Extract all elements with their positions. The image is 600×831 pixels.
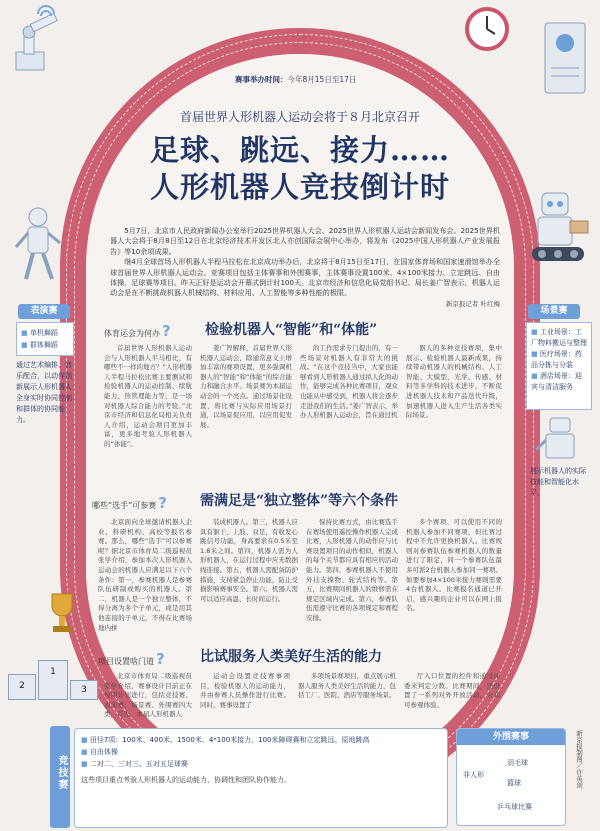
robot-arm-icon bbox=[8, 6, 70, 76]
server-rack-icon bbox=[535, 18, 595, 98]
peripheral-item: 非人形 bbox=[463, 771, 484, 779]
performance-item: ■ 单机舞蹈 bbox=[21, 327, 69, 339]
section1-column bbox=[300, 344, 398, 482]
podium-first: 1 bbox=[38, 660, 68, 700]
peripheral-title: 外围赛事 bbox=[457, 729, 565, 745]
scene-item: ■ 酒店场景：迎宾与清洁服务 bbox=[531, 371, 587, 393]
service-robot-icon bbox=[530, 414, 590, 464]
section3-question bbox=[98, 650, 165, 668]
scene-item: ■ 工业场景：工厂物料搬运与整理 bbox=[531, 327, 587, 349]
tab-performance: 表演赛 bbox=[18, 304, 70, 319]
section3-column bbox=[200, 672, 290, 720]
section1-question-text: 体育运会为何办 bbox=[104, 329, 160, 338]
section3-column bbox=[298, 672, 396, 720]
section2-column bbox=[98, 518, 192, 632]
schedule-value: 今年8月15日至17日 bbox=[287, 75, 357, 84]
competitive-item: ■ 自由体操 bbox=[81, 746, 441, 758]
section3-col-text: 多项场景赛项目，重点展示机器人服务人类美好生活的能力，包括工厂、医院、酒店等服务场景。 bbox=[298, 672, 396, 700]
peripheral-item: 羽毛球 bbox=[507, 759, 528, 767]
byline: 新京报记者 叶红梅 bbox=[445, 299, 500, 308]
performance-items-box bbox=[16, 322, 74, 356]
section1-column bbox=[406, 344, 502, 482]
section2-col-text: 北京面向全球邀请机器人企业、科研机构、高校等报名参赛。那么，哪些“选手”可以参赛呢？据北京市体育局二级巡视员张学介绍，参加本次人形机器人运动会的机器人应满足以下六个条件：第一，参赛机器人是参赛队伍研制或购买的机器人。第二，机器人是一个独立整体，不得分离为多个子单元，或是用其他连接的子单元，不得在比赛场地内拼 bbox=[98, 518, 192, 632]
trophy-icon bbox=[42, 590, 82, 640]
section2-question bbox=[92, 494, 167, 512]
humanoid-robot-icon bbox=[8, 205, 70, 285]
subtitle: 首届世界人形机器人运动会将于８月北京召开 bbox=[179, 110, 420, 124]
section3-col-text: 运动会设置竞技赛事项目，检验机器人的运动能力，并由参赛人员操作进行比赛。同时，赛事设置了 bbox=[200, 672, 290, 709]
section3-column bbox=[104, 672, 192, 720]
section2-col-text: 保持比赛方式，由比赛选手在赛场使用遥控操作机器人完成比赛，人形机器人的动作应与比赛设置项目的动作相似，机器人的每个关节都应具有相应的活动能力。第四，参赛机器人不使用外挂支撑物、轮式结构等。第五，比赛期间机器人的维修需在规定区域内完成。第六，参赛队伍需遵守比赛的各项规定和赛程安排。 bbox=[306, 518, 398, 622]
question-mark-icon: ? bbox=[156, 650, 165, 668]
section3-title: 比试服务人类美好生活的能力 bbox=[200, 649, 382, 665]
section3-col-text: 北京市体育局二级巡视员张学介绍，赛事设计目前正在按照计划进行，包括竞技赛、表演赛、场景赛、外围赛四大类，首先，本届人形机器人 bbox=[104, 672, 192, 719]
section2-column bbox=[406, 518, 502, 622]
section1-title: 检验机器人“智能”和“体能” bbox=[205, 322, 378, 338]
competitive-description: 这些项目重点考验人形机器人的运动能力、协调性和团队协作能力。 bbox=[81, 776, 291, 784]
section1-col-text: 的工作需求专门提出的，有一些场景对机器人有非常大的挑战。“在这个竞技当中，大家也能够看到人形机器人通过拟人化的动作，能够完成各种比赛项目，观众也能从中感受到，机器人将会逐步走进我们的生活。”姜广智表示，举办人形机器人运动会，旨在通过机 bbox=[300, 344, 398, 420]
competitive-item: ■ 田径7项：100米、400米、1500米、4*100米接力、100米障碍赛和立定跳远、原地跳高 bbox=[81, 734, 441, 746]
tab-scene: 场景赛 bbox=[528, 304, 580, 319]
graphic-credit: 新京报制图／许英剑 bbox=[575, 730, 583, 789]
scene-description: 展示机器人的实际技能和智能化水平。 bbox=[530, 467, 586, 497]
question-mark-icon: ? bbox=[158, 494, 167, 512]
podium-second: 2 bbox=[8, 674, 36, 700]
performance-item: ■ 群体舞蹈 bbox=[21, 339, 69, 351]
podium-third: 3 bbox=[70, 680, 98, 700]
section1-col-text: 首届世界人形机器人运动会与人形机器人半马相比，有哪些不一样的地方？“人形机器人半程马拉松比赛主要测试和检验机器人的运动控制、续航能力、热管理能力等，是一场对机器人综合能力的考验。”北京市经济和信息化局相关负责人介绍，运动会项目更加丰富，更多地考验人形机器人的“体能”。 bbox=[104, 344, 192, 448]
podium bbox=[8, 660, 98, 700]
section2-col-text: 装成机器人。第三，机器人应具有躯干、上肢、双足，有收发心跳信号功能，身高要求在0.5米至1.8米之间。第四，机器人需为人形机器人，在运行过程中应无数据线连接。第五，机器人需配备防护措施，支持紧急停止功能，防止受损影响赛事安全。第六，机器人需可以适应高温、长时间运行。 bbox=[200, 518, 298, 603]
competitive-label: 竞技赛 bbox=[56, 755, 67, 791]
section2-col-text: 多个赛项，可以使用不同的机器人参加不同赛项，但比赛过程中不允许更换机器人。比赛规则对参赛队伍参赛机器人的数量进行了限定，同一个参赛队伍最多可派2台机器人参加同一赛项。如要参加4×100米接力赛则需要4台机器人。比赛报名通道已开启，感兴趣的企业可以在网上报名。 bbox=[406, 518, 502, 613]
section1-question bbox=[104, 322, 171, 340]
clock-icon bbox=[462, 4, 512, 54]
section1-column bbox=[200, 344, 292, 482]
lead-paragraph: 5月7日，北京市人民政府新闻办公室举行2025世界机器人大会、2025世界人形机器人运动会新闻发布会。2025世界机器人大会将于8月8日至12日在北京经济技术开发区北人亦创国际会展中心举办，将发布《2025中国人形机器人产业发展报告》等10余项成果。 bbox=[110, 226, 500, 256]
section1-col-text: 器人的多种竞技赛项，集中展示、检验机器人最新成果，持续带动机器人的机械结构、人工智能、大模型、光学、传感、材料等多学科的技术进步，不断促进机器人技术和产品迭代升级，加速机器人进入生产生活各类实际场景。 bbox=[406, 344, 502, 420]
competitive-item: ■ 二对二、三对三、五对五足球赛 bbox=[81, 758, 441, 770]
lead-article bbox=[110, 226, 500, 309]
performance-description: 通过艺术编排、音乐配合，以动作创新展示人形机器人全身实时协同控制和群体的协同能力。 bbox=[16, 361, 72, 424]
section2-title: 需满足是“独立整体”等六个条件 bbox=[200, 493, 399, 509]
section3-question-text: 项目设置啥门道 bbox=[98, 657, 154, 666]
scene-items-box bbox=[526, 322, 592, 410]
lead-paragraph: 继4月全球首场人形机器人半程马拉松在北京成功举办后，北京将于8月15日至17日，在国家体育场和国家速滑馆举办全球首届世界人形机器人运动会。竞赛项目包括主体赛事和外围赛事，主体赛事设置100米、4×100米接力、立定跳远、自由体操、足球赛等项目。昨天正好是运动会开幕式倒计时100天。北京市经济和信息化局党组书记、局长姜广智表示，机器人运动会是在不断挑战机器人机械结构、材料应用、人工智能等多种性能的极限。 bbox=[110, 257, 500, 298]
competitive-box bbox=[74, 728, 448, 828]
scene-item: ■ 医疗场景：药品分拣与分装 bbox=[531, 349, 587, 371]
section3-col-text: 厅入口位置的控件和通过评委来判定分数。比赛期间，还设置了一系列对外开放活动，公众可参观体验。 bbox=[404, 672, 500, 709]
question-mark-icon: ? bbox=[162, 322, 171, 340]
schedule-label: 赛事举办时间： bbox=[235, 75, 288, 84]
section2-question-text: 哪些“选手”可参赛 bbox=[92, 501, 157, 510]
section2-column bbox=[306, 518, 398, 622]
peripheral-item: 乒乓球比赛 bbox=[497, 803, 532, 811]
peripheral-item: 篮球 bbox=[507, 779, 521, 787]
wheeled-robot-icon bbox=[522, 185, 597, 275]
section1-column bbox=[104, 344, 192, 482]
section2-column bbox=[200, 518, 298, 622]
peripheral-box bbox=[456, 728, 566, 826]
headline-line1: 足球、跳远、接力…… bbox=[149, 133, 450, 167]
schedule-line bbox=[235, 74, 356, 85]
section3-column bbox=[404, 672, 500, 720]
headline-line2: 人形机器人竞技倒计时 bbox=[149, 170, 450, 204]
section1-col-text: 姜广智解释，首届世界人形机器人运动会，除通常意义上增加丰富的赛项设置，更多强调机器人的“智能”和“体能”的综合能力和融合水平。场景赛为本届运动会的一个亮点。通过场景化设置，将比赛与实际应用场景打通，以场景促应用，以应用促发展。 bbox=[200, 344, 292, 429]
